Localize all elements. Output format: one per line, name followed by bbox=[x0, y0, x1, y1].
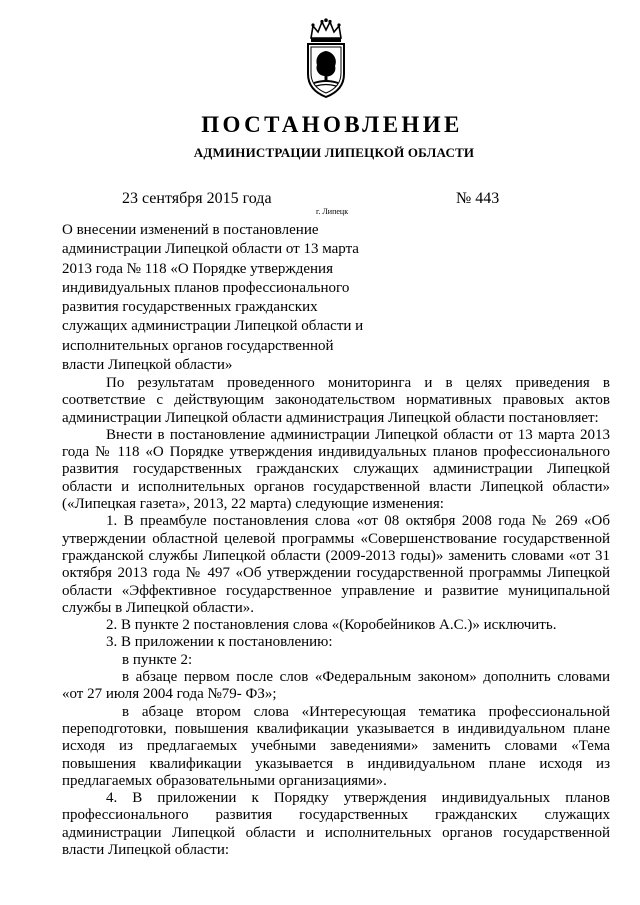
paragraph-item-3: 3. В приложении к постановлению: bbox=[106, 634, 333, 651]
heading-line: власти Липецкой области» bbox=[62, 357, 233, 374]
document-city: г. Липецк bbox=[316, 207, 349, 216]
paragraph-item-4: 4. В приложении к Порядку утверждения индивидуальных планов профессионального развития государственных гражданских служащих администрации Липецкой области и исполнительных органов государственной власти Липецкой области: bbox=[62, 790, 610, 859]
paragraph-item-3-point: в пункте 2: bbox=[122, 651, 193, 668]
heading-line: О внесении изменений в постановление bbox=[62, 222, 319, 238]
heading-line: индивидуальных планов профессионального bbox=[62, 279, 350, 296]
heading-line: служащих администрации Липецкой области и bbox=[62, 318, 364, 335]
document-title: ПОСТАНОВЛЕНИЕ bbox=[201, 112, 463, 137]
paragraph-item-3-sub-1: в абзаце первом после слов «Федеральным законом» дополнить словами «от 27 июля 2004 года №79- ФЗ»; bbox=[62, 669, 610, 703]
document-body bbox=[62, 375, 610, 859]
document-issuer: АДМИНИСТРАЦИИ ЛИПЕЦКОЙ ОБЛАСТИ bbox=[193, 145, 475, 160]
paragraph-item-3-sub-2: в абзаце втором слова «Интересующая тематика профессиональной переподготовки, повышения квалификации указывается в индивидуальном плане исходя из предлагаемых учебными заведениями» заменить словами «Тема повышения квалификации указывается в индивидуальном плане исходя из предлагаемых образовательными организациями». bbox=[62, 703, 610, 789]
paragraph-preamble: По результатам проведенного мониторинга и в целях приведения в соответствие с действующим законодательством нормативных правовых актов администрации Липецкой области администрация Липецкой области постановляет: bbox=[62, 375, 610, 426]
paragraph-amend-intro: Внести в постановление администрации Липецкой области от 13 марта 2013 года № 118 «О Порядке утверждения индивидуальных планов профессионального развития государственных гражданских служащих администрации Липецкой области и исполнительных органов государственной власти Липецкой области» («Липецкая газета», 2013, 22 марта) следующие изменения: bbox=[62, 426, 610, 513]
heading-line: 2013 года № 118 «О Порядке утверждения bbox=[62, 260, 333, 277]
document-number: № 443 bbox=[456, 190, 500, 207]
paragraph-item-1: 1. В преамбуле постановления слова «от 08 октября 2008 года № 269 «Об утверждении областной целевой программы «Совершенствование государственной гражданской службы Липецкой области (2009-2013 годы)» заменить словами «от 31 октября 2013 года № 497 «Об утверждении государственной программы Липецкой области «Эффективное государственное управление и развитие муниципальной службы в Липецкой области». bbox=[62, 513, 610, 616]
document-heading bbox=[62, 221, 382, 375]
heading-line: исполнительных органов государственной bbox=[62, 337, 334, 354]
document-date: 23 сентября 2015 года bbox=[122, 190, 272, 207]
paragraph-item-2: 2. В пункте 2 постановления слова «(Коробейников А.С.)» исключить. bbox=[106, 617, 557, 634]
heading-line: администрации Липецкой области от 13 марта bbox=[62, 241, 359, 258]
coat-of-arms-icon bbox=[303, 18, 349, 100]
heading-line: развития государственных гражданских bbox=[62, 299, 318, 316]
